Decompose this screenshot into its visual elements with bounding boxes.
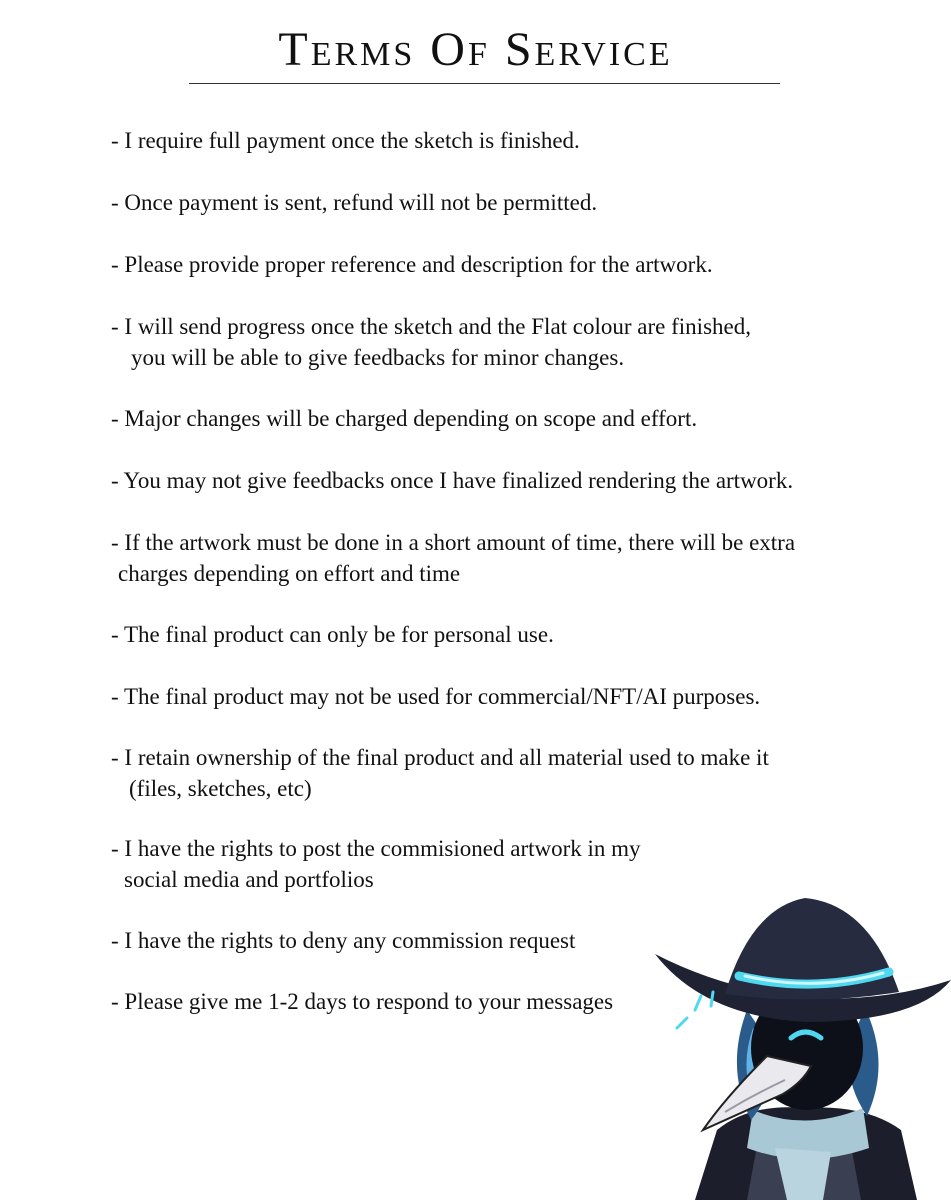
terms-item-continuation: social media and portfolios: [124, 867, 374, 892]
terms-item-continuation: you will be able to give feedbacks for minor changes.: [131, 345, 625, 370]
terms-item-13: [111, 986, 613, 1017]
terms-item-text: - Please provide proper reference and description for the artwork.: [111, 252, 713, 277]
terms-item-text: - If the artwork must be done in a short amount of time, there will be extra: [111, 530, 796, 555]
terms-item-10: [111, 742, 769, 804]
terms-item-continuation: (files, sketches, etc): [129, 776, 312, 801]
terms-item-11: [111, 833, 641, 895]
terms-item-text: - Once payment is sent, refund will not be permitted.: [111, 190, 598, 215]
terms-item-6: [111, 465, 793, 496]
surprise-mark: [677, 1018, 687, 1028]
terms-item-7: [111, 527, 795, 589]
terms-item-text: - The final product can only be for personal use.: [111, 622, 554, 647]
terms-item-text: - I have the rights to post the commisioned artwork in my: [111, 836, 641, 861]
page-title: Terms Of Service: [278, 23, 673, 76]
terms-item-1: [111, 125, 580, 156]
surprise-mark: [695, 996, 701, 1010]
terms-item-2: [111, 187, 597, 218]
title-divider: [189, 83, 780, 84]
terms-item-text: - I have the rights to deny any commission request: [111, 928, 576, 953]
terms-item-4: [111, 311, 751, 373]
terms-item-text: - I will send progress once the sketch and the Flat colour are finished,: [111, 314, 751, 339]
terms-item-text: - I retain ownership of the final product and all material used to make it: [111, 745, 769, 770]
terms-item-9: [111, 681, 760, 712]
terms-item-text: - Please give me 1-2 days to respond to your messages: [111, 989, 614, 1014]
terms-item-8: [111, 619, 554, 650]
surprise-mark: [711, 992, 713, 1006]
terms-item-text: - I require full payment once the sketch is finished.: [111, 128, 580, 153]
terms-item-5: [111, 403, 697, 434]
terms-item-text: - The final product may not be used for commercial/NFT/AI purposes.: [111, 684, 761, 709]
terms-item-text: - You may not give feedbacks once I have finalized rendering the artwork.: [111, 468, 794, 493]
terms-item-continuation: charges depending on effort and time: [118, 561, 461, 586]
plague-doctor-illustration: [655, 898, 951, 1200]
terms-item-12: [111, 925, 575, 956]
terms-item-text: - Major changes will be charged depending on scope and effort.: [111, 406, 698, 431]
terms-item-3: [111, 249, 713, 280]
